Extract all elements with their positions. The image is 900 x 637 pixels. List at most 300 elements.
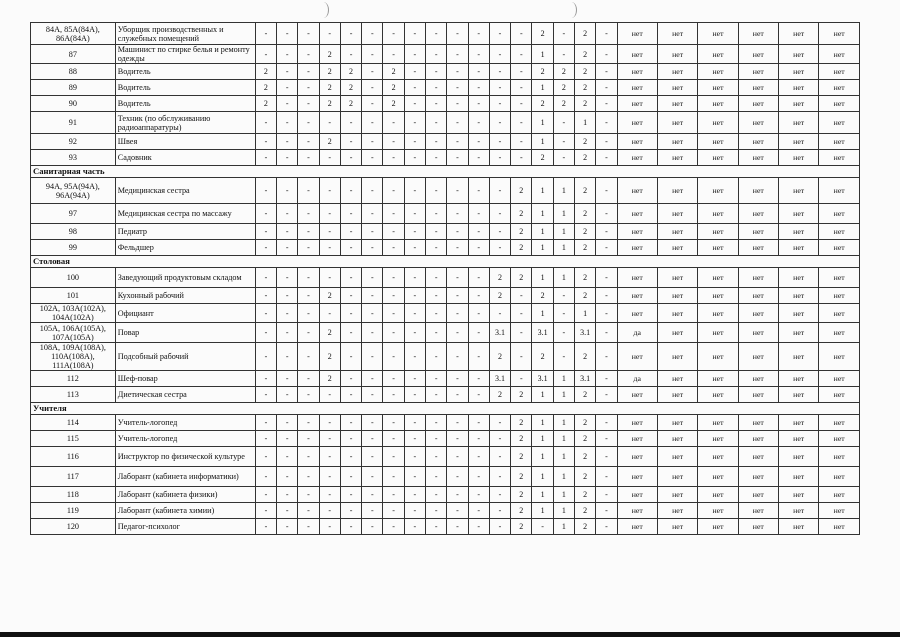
condition-class-cell: 1 — [553, 371, 574, 387]
guarantee-cell: нет — [779, 150, 819, 166]
condition-class-cell: - — [468, 371, 489, 387]
guarantee-cell: нет — [698, 447, 738, 467]
condition-class-cell: - — [255, 240, 276, 256]
guarantee-cell: нет — [617, 387, 657, 403]
condition-class-cell: - — [255, 23, 276, 45]
condition-class-cell: - — [447, 224, 468, 240]
guarantee-cell: нет — [657, 431, 697, 447]
condition-class-cell: - — [511, 150, 532, 166]
guarantee-cell: нет — [779, 204, 819, 224]
condition-class-cell: - — [277, 387, 298, 403]
condition-class-cell: - — [447, 323, 468, 343]
condition-class-cell: - — [362, 178, 383, 204]
condition-class-cell: - — [447, 96, 468, 112]
guarantee-cell: нет — [819, 431, 860, 447]
guarantee-cell: нет — [819, 112, 860, 134]
table-row — [31, 447, 860, 467]
condition-class-cell: - — [362, 304, 383, 323]
condition-class-cell: - — [447, 387, 468, 403]
condition-class-cell: 2 — [575, 288, 596, 304]
guarantee-cell: нет — [617, 80, 657, 96]
guarantee-cell: нет — [819, 224, 860, 240]
workplace-number: 84А, 85А(84А), 86А(84А) — [31, 23, 116, 45]
condition-class-cell: - — [340, 487, 361, 503]
workplace-number: 117 — [31, 467, 116, 487]
condition-class-cell: - — [426, 268, 447, 288]
condition-class-cell: - — [383, 240, 404, 256]
condition-class-cell: - — [447, 80, 468, 96]
condition-class-cell: - — [298, 45, 319, 64]
guarantee-cell: нет — [617, 304, 657, 323]
guarantee-cell: нет — [779, 487, 819, 503]
condition-class-cell: - — [489, 224, 510, 240]
condition-class-cell: - — [404, 288, 425, 304]
condition-class-cell: - — [596, 467, 617, 487]
guarantee-cell: нет — [738, 23, 778, 45]
condition-class-cell: - — [447, 23, 468, 45]
guarantee-cell: нет — [657, 304, 697, 323]
guarantee-cell: нет — [657, 487, 697, 503]
workplace-number: 98 — [31, 224, 116, 240]
condition-class-cell: - — [404, 415, 425, 431]
punch-hole-mark — [566, 2, 577, 18]
condition-class-cell: - — [447, 519, 468, 535]
condition-class-cell: - — [340, 240, 361, 256]
guarantee-cell: нет — [698, 96, 738, 112]
condition-class-cell: - — [319, 431, 340, 447]
condition-class-cell: - — [404, 240, 425, 256]
guarantee-cell: нет — [779, 519, 819, 535]
condition-class-cell: - — [340, 431, 361, 447]
condition-class-cell: - — [447, 112, 468, 134]
condition-class-cell: - — [319, 304, 340, 323]
condition-class-cell: 2 — [340, 80, 361, 96]
condition-class-cell: - — [426, 96, 447, 112]
job-title: Повар — [115, 323, 255, 343]
condition-class-cell: 1 — [532, 112, 553, 134]
condition-class-cell: - — [298, 80, 319, 96]
condition-class-cell: - — [596, 415, 617, 431]
condition-class-cell: - — [404, 150, 425, 166]
workplace-number: 119 — [31, 503, 116, 519]
guarantee-cell: нет — [738, 304, 778, 323]
condition-class-cell: - — [340, 519, 361, 535]
table-row — [31, 467, 860, 487]
condition-class-cell: - — [277, 487, 298, 503]
condition-class-cell: - — [426, 371, 447, 387]
condition-class-cell: - — [596, 387, 617, 403]
guarantee-cell: нет — [657, 323, 697, 343]
guarantee-cell: нет — [657, 268, 697, 288]
condition-class-cell: - — [298, 387, 319, 403]
condition-class-cell: - — [383, 178, 404, 204]
condition-class-cell: - — [468, 431, 489, 447]
condition-class-cell: - — [362, 268, 383, 288]
condition-class-cell: 1 — [553, 224, 574, 240]
condition-class-cell: - — [596, 64, 617, 80]
table-row — [31, 134, 860, 150]
condition-class-cell: 2 — [575, 487, 596, 503]
condition-class-cell: - — [553, 288, 574, 304]
condition-class-cell: - — [298, 487, 319, 503]
condition-class-cell: - — [362, 503, 383, 519]
condition-class-cell: - — [511, 64, 532, 80]
condition-class-cell: - — [596, 447, 617, 467]
condition-class-cell: - — [447, 150, 468, 166]
condition-class-cell: - — [255, 204, 276, 224]
condition-class-cell: - — [255, 467, 276, 487]
guarantee-cell: нет — [698, 178, 738, 204]
condition-class-cell: - — [447, 268, 468, 288]
guarantee-cell: нет — [779, 178, 819, 204]
table-row — [31, 323, 860, 343]
condition-class-cell: - — [553, 323, 574, 343]
condition-class-cell: - — [596, 268, 617, 288]
condition-class-cell: - — [511, 371, 532, 387]
condition-class-cell: - — [383, 288, 404, 304]
condition-class-cell: 2 — [553, 96, 574, 112]
condition-class-cell: - — [319, 112, 340, 134]
section-title: Столовая — [31, 256, 860, 268]
condition-class-cell: - — [383, 204, 404, 224]
condition-class-cell: 2 — [511, 224, 532, 240]
guarantee-cell: нет — [738, 178, 778, 204]
condition-class-cell: 2 — [383, 96, 404, 112]
table-row — [31, 503, 860, 519]
condition-class-cell: - — [468, 323, 489, 343]
condition-class-cell: - — [404, 467, 425, 487]
condition-class-cell: - — [298, 150, 319, 166]
workplace-number: 97 — [31, 204, 116, 224]
condition-class-cell: - — [596, 80, 617, 96]
condition-class-cell: - — [511, 23, 532, 45]
condition-class-cell: - — [383, 343, 404, 371]
guarantee-cell: нет — [779, 268, 819, 288]
condition-class-cell: 2 — [255, 64, 276, 80]
condition-class-cell: - — [426, 134, 447, 150]
table-row — [31, 178, 860, 204]
table-row — [31, 431, 860, 447]
workplace-number: 114 — [31, 415, 116, 431]
condition-class-cell: - — [447, 415, 468, 431]
condition-class-cell: 2 — [319, 45, 340, 64]
guarantee-cell: нет — [617, 447, 657, 467]
condition-class-cell: - — [404, 178, 425, 204]
condition-class-cell: 2 — [383, 80, 404, 96]
condition-class-cell: - — [340, 503, 361, 519]
condition-class-cell: - — [298, 240, 319, 256]
condition-class-cell: - — [340, 45, 361, 64]
condition-class-cell: - — [362, 519, 383, 535]
condition-class-cell: 2 — [575, 23, 596, 45]
condition-class-cell: 2 — [575, 268, 596, 288]
guarantee-cell: нет — [738, 343, 778, 371]
condition-class-cell: - — [596, 150, 617, 166]
condition-class-cell: - — [468, 240, 489, 256]
guarantee-cell: нет — [819, 447, 860, 467]
guarantee-cell: нет — [657, 415, 697, 431]
condition-class-cell: - — [426, 519, 447, 535]
guarantee-cell: нет — [617, 224, 657, 240]
guarantee-cell: нет — [698, 45, 738, 64]
guarantee-cell: нет — [698, 415, 738, 431]
condition-class-cell: 1 — [532, 240, 553, 256]
guarantee-cell: нет — [617, 431, 657, 447]
condition-class-cell: 3.1 — [489, 371, 510, 387]
guarantee-cell: нет — [819, 45, 860, 64]
job-title: Инструктор по физической культуре — [115, 447, 255, 467]
condition-class-cell: - — [468, 45, 489, 64]
condition-class-cell: - — [298, 204, 319, 224]
condition-class-cell: 2 — [575, 387, 596, 403]
condition-class-cell: 2 — [489, 343, 510, 371]
condition-class-cell: - — [298, 467, 319, 487]
condition-class-cell: - — [553, 23, 574, 45]
workplace-number: 99 — [31, 240, 116, 256]
condition-class-cell: - — [383, 467, 404, 487]
condition-class-cell: - — [255, 343, 276, 371]
condition-class-cell: - — [362, 288, 383, 304]
guarantee-cell: нет — [617, 415, 657, 431]
condition-class-cell: - — [362, 134, 383, 150]
guarantee-cell: нет — [657, 503, 697, 519]
condition-class-cell: 3.1 — [532, 371, 553, 387]
guarantee-cell: нет — [617, 45, 657, 64]
condition-class-cell: - — [298, 224, 319, 240]
guarantee-cell: нет — [819, 519, 860, 535]
condition-class-cell: - — [383, 487, 404, 503]
condition-class-cell: - — [298, 447, 319, 467]
workplace-number: 90 — [31, 96, 116, 112]
working-conditions-table — [30, 22, 860, 535]
guarantee-cell: нет — [698, 431, 738, 447]
condition-class-cell: - — [362, 387, 383, 403]
guarantee-cell: нет — [698, 204, 738, 224]
guarantee-cell: нет — [779, 343, 819, 371]
condition-class-cell: 1 — [553, 178, 574, 204]
condition-class-cell: - — [532, 519, 553, 535]
condition-class-cell: 2 — [532, 150, 553, 166]
condition-class-cell: - — [383, 304, 404, 323]
condition-class-cell: - — [489, 134, 510, 150]
condition-class-cell: 2 — [319, 288, 340, 304]
condition-class-cell: - — [255, 134, 276, 150]
guarantee-cell: нет — [617, 150, 657, 166]
condition-class-cell: - — [383, 150, 404, 166]
guarantee-cell: нет — [819, 150, 860, 166]
guarantee-cell: нет — [779, 240, 819, 256]
job-title: Учитель-логопед — [115, 415, 255, 431]
condition-class-cell: - — [383, 387, 404, 403]
job-title: Учитель-логопед — [115, 431, 255, 447]
condition-class-cell: 1 — [532, 204, 553, 224]
condition-class-cell: - — [404, 96, 425, 112]
condition-class-cell: - — [340, 204, 361, 224]
condition-class-cell: - — [426, 387, 447, 403]
guarantee-cell: нет — [617, 112, 657, 134]
condition-class-cell: 2 — [575, 134, 596, 150]
condition-class-cell: - — [489, 467, 510, 487]
condition-class-cell: - — [553, 134, 574, 150]
condition-class-cell: - — [426, 288, 447, 304]
condition-class-cell: 2 — [340, 96, 361, 112]
condition-class-cell: - — [298, 431, 319, 447]
condition-class-cell: 2 — [511, 447, 532, 467]
section-header-row — [31, 166, 860, 178]
guarantee-cell: нет — [657, 64, 697, 80]
guarantee-cell: нет — [657, 343, 697, 371]
condition-class-cell: - — [319, 447, 340, 467]
guarantee-cell: нет — [698, 323, 738, 343]
condition-class-cell: 1 — [532, 304, 553, 323]
condition-class-cell: 1 — [553, 431, 574, 447]
condition-class-cell: - — [362, 343, 383, 371]
guarantee-cell: нет — [779, 431, 819, 447]
guarantee-cell: нет — [738, 503, 778, 519]
condition-class-cell: - — [426, 503, 447, 519]
job-title: Педагог-психолог — [115, 519, 255, 535]
condition-class-cell: 1 — [532, 415, 553, 431]
job-title: Водитель — [115, 64, 255, 80]
condition-class-cell: - — [468, 178, 489, 204]
condition-class-cell: - — [447, 178, 468, 204]
condition-class-cell: - — [255, 431, 276, 447]
guarantee-cell: нет — [617, 240, 657, 256]
condition-class-cell: - — [489, 240, 510, 256]
condition-class-cell: 2 — [511, 387, 532, 403]
guarantee-cell: нет — [698, 519, 738, 535]
guarantee-cell: нет — [779, 323, 819, 343]
guarantee-cell: нет — [657, 178, 697, 204]
guarantee-cell: нет — [779, 288, 819, 304]
guarantee-cell: нет — [657, 150, 697, 166]
guarantee-cell: нет — [738, 96, 778, 112]
condition-class-cell: 3.1 — [489, 323, 510, 343]
condition-class-cell: - — [489, 178, 510, 204]
condition-class-cell: - — [340, 387, 361, 403]
guarantee-cell: нет — [779, 467, 819, 487]
condition-class-cell: - — [447, 204, 468, 224]
guarantee-cell: нет — [738, 240, 778, 256]
condition-class-cell: - — [426, 178, 447, 204]
condition-class-cell: - — [426, 224, 447, 240]
guarantee-cell: нет — [617, 96, 657, 112]
condition-class-cell: - — [340, 467, 361, 487]
condition-class-cell: - — [340, 178, 361, 204]
guarantee-cell: нет — [738, 64, 778, 80]
condition-class-cell: 2 — [255, 96, 276, 112]
condition-class-cell: - — [340, 224, 361, 240]
punch-hole-mark — [318, 2, 329, 18]
condition-class-cell: - — [511, 323, 532, 343]
condition-class-cell: - — [255, 487, 276, 503]
condition-class-cell: - — [596, 134, 617, 150]
guarantee-cell: нет — [617, 204, 657, 224]
condition-class-cell: - — [404, 371, 425, 387]
workplace-number: 94А, 95А(94А), 96А(94А) — [31, 178, 116, 204]
condition-class-cell: 1 — [575, 304, 596, 323]
condition-class-cell: - — [319, 178, 340, 204]
condition-class-cell: - — [489, 112, 510, 134]
guarantee-cell: нет — [779, 80, 819, 96]
condition-class-cell: 2 — [511, 487, 532, 503]
condition-class-cell: - — [426, 204, 447, 224]
condition-class-cell: - — [277, 45, 298, 64]
condition-class-cell: - — [340, 371, 361, 387]
condition-class-cell: 2 — [489, 387, 510, 403]
condition-class-cell: - — [596, 371, 617, 387]
condition-class-cell: - — [596, 112, 617, 134]
condition-class-cell: - — [277, 343, 298, 371]
condition-class-cell: - — [596, 23, 617, 45]
guarantee-cell: нет — [657, 45, 697, 64]
condition-class-cell: - — [426, 150, 447, 166]
table-row — [31, 23, 860, 45]
condition-class-cell: - — [255, 288, 276, 304]
condition-class-cell: - — [468, 23, 489, 45]
condition-class-cell: - — [426, 415, 447, 431]
guarantee-cell: нет — [617, 134, 657, 150]
condition-class-cell: - — [489, 487, 510, 503]
condition-class-cell: - — [362, 240, 383, 256]
workplace-number: 108А, 109А(108А), 110А(108А), 111А(108А) — [31, 343, 116, 371]
condition-class-cell: - — [383, 23, 404, 45]
condition-class-cell: - — [404, 343, 425, 371]
guarantee-cell: нет — [819, 387, 860, 403]
condition-class-cell: 2 — [575, 45, 596, 64]
condition-class-cell: - — [298, 503, 319, 519]
guarantee-cell: нет — [738, 288, 778, 304]
condition-class-cell: - — [404, 503, 425, 519]
workplace-number: 113 — [31, 387, 116, 403]
guarantee-cell: нет — [698, 23, 738, 45]
condition-class-cell: - — [468, 96, 489, 112]
condition-class-cell: - — [596, 503, 617, 519]
condition-class-cell: 2 — [319, 343, 340, 371]
condition-class-cell: 3.1 — [532, 323, 553, 343]
guarantee-cell: нет — [779, 415, 819, 431]
guarantee-cell: нет — [819, 96, 860, 112]
condition-class-cell: - — [596, 519, 617, 535]
condition-class-cell: 2 — [575, 204, 596, 224]
condition-class-cell: - — [404, 134, 425, 150]
condition-class-cell: - — [340, 304, 361, 323]
guarantee-cell: нет — [738, 112, 778, 134]
guarantee-cell: нет — [698, 224, 738, 240]
condition-class-cell: - — [511, 45, 532, 64]
condition-class-cell: - — [277, 304, 298, 323]
condition-class-cell: - — [404, 45, 425, 64]
table-row — [31, 96, 860, 112]
condition-class-cell: 2 — [532, 343, 553, 371]
condition-class-cell: 1 — [532, 224, 553, 240]
condition-class-cell: 2 — [575, 96, 596, 112]
table-row — [31, 150, 860, 166]
condition-class-cell: 1 — [532, 134, 553, 150]
workplace-number: 102А, 103А(102А), 104А(102А) — [31, 304, 116, 323]
section-title: Учителя — [31, 403, 860, 415]
guarantee-cell: нет — [617, 288, 657, 304]
guarantee-cell: нет — [738, 224, 778, 240]
condition-class-cell: - — [468, 519, 489, 535]
condition-class-cell: - — [362, 150, 383, 166]
condition-class-cell: 1 — [553, 503, 574, 519]
condition-class-cell: - — [447, 45, 468, 64]
guarantee-cell: нет — [779, 387, 819, 403]
guarantee-cell: нет — [657, 387, 697, 403]
condition-class-cell: - — [404, 447, 425, 467]
table-row — [31, 64, 860, 80]
